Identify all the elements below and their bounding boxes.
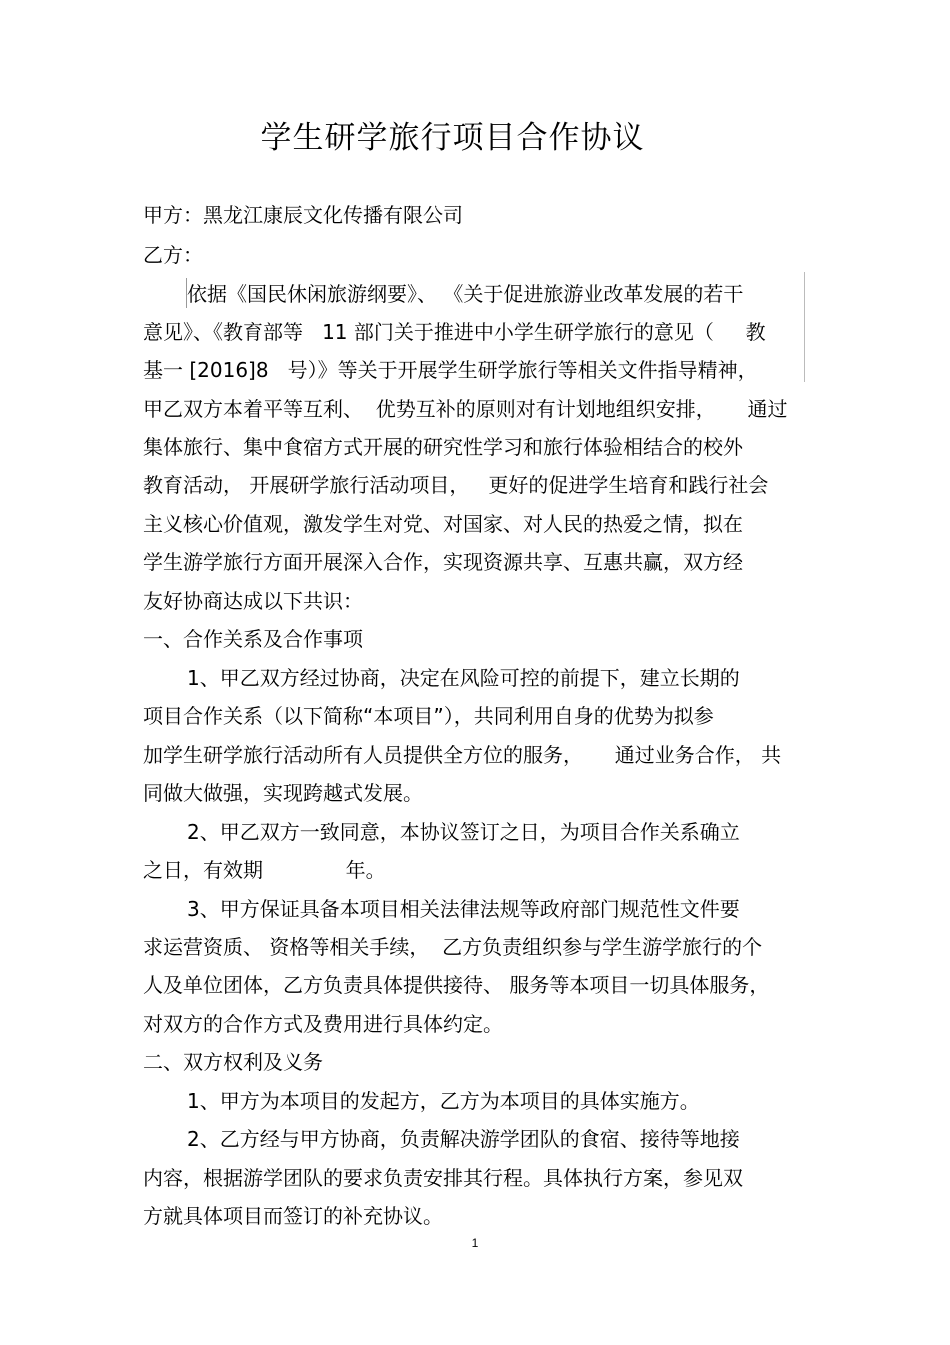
body-line: 甲乙双方本着平等互利、 优势互补的原则对有计划地组织安排， 通过 bbox=[143, 397, 788, 421]
page-number: 1 bbox=[471, 1236, 479, 1250]
body-line: 1、甲乙双方经过协商，决定在风险可控的前提下，建立长期的 bbox=[187, 666, 740, 690]
body-line: 之日，有效期 年。 bbox=[143, 858, 386, 882]
body-line: 基一 [2016]8 号）》等关于开展学生研学旅行等相关文件指导精神， bbox=[143, 358, 758, 382]
body-line: 项目合作关系（以下简称“本项目”），共同利用自身的优势为拟参 bbox=[143, 704, 714, 728]
body-line: 方就具体项目而签订的补充协议。 bbox=[143, 1204, 443, 1228]
body-line: 同做大做强，实现跨越式发展。 bbox=[143, 781, 423, 805]
section-heading: 一、合作关系及合作事项 bbox=[143, 627, 363, 651]
body-line: 内容，根据游学团队的要求负责安排其行程。具体执行方案，参见双 bbox=[143, 1166, 743, 1190]
body-line: 友好协商达成以下共识： bbox=[143, 589, 363, 613]
body-line: 学生游学旅行方面开展深入合作，实现资源共享、互惠共赢，双方经 bbox=[143, 550, 743, 574]
body-line: 人及单位团体，乙方负责具体提供接待、 服务等本项目一切具体服务， bbox=[143, 973, 770, 997]
body-line: 主义核心价值观，激发学生对党、对国家、对人民的热爱之情，拟在 bbox=[143, 512, 743, 536]
body-line: 2、甲乙双方一致同意，本协议签订之日，为项目合作关系确立 bbox=[187, 820, 740, 844]
party-a-line: 甲方：黑龙江康辰文化传播有限公司 bbox=[143, 203, 463, 227]
body-line: 2、乙方经与甲方协商，负责解决游学团队的食宿、接待等地接 bbox=[187, 1127, 740, 1151]
document-title: 学生研学旅行项目合作协议 bbox=[260, 120, 645, 156]
body-line: 意见》、《教育部等 11 部门关于推进中小学生研学旅行的意见（ 教 bbox=[143, 320, 766, 344]
body-line: 求运营资质、 资格等相关手续， 乙方负责组织参与学生游学旅行的个 bbox=[143, 935, 763, 959]
margin-rule bbox=[804, 272, 805, 382]
body-line: 3、甲方保证具备本项目相关法律法规等政府部门规范性文件要 bbox=[187, 897, 740, 921]
body-line: 教育活动， 开展研学旅行活动项目， 更好的促进学生培育和践行社会 bbox=[143, 473, 769, 497]
body-line: 依据《国民休闲旅游纲要》、 《关于促进旅游业改革发展的若干 bbox=[187, 282, 744, 306]
body-line: 集体旅行、集中食宿方式开展的研究性学习和旅行体验相结合的校外 bbox=[143, 435, 743, 459]
section-heading: 二、双方权利及义务 bbox=[143, 1050, 323, 1074]
body-line: 1、甲方为本项目的发起方，乙方为本项目的具体实施方。 bbox=[187, 1089, 700, 1113]
body-line: 对双方的合作方式及费用进行具体约定。 bbox=[143, 1012, 503, 1036]
body-line: 加学生研学旅行活动所有人员提供全方位的服务， 通过业务合作， 共 bbox=[143, 743, 782, 767]
party-b-line: 乙方： bbox=[143, 243, 203, 267]
